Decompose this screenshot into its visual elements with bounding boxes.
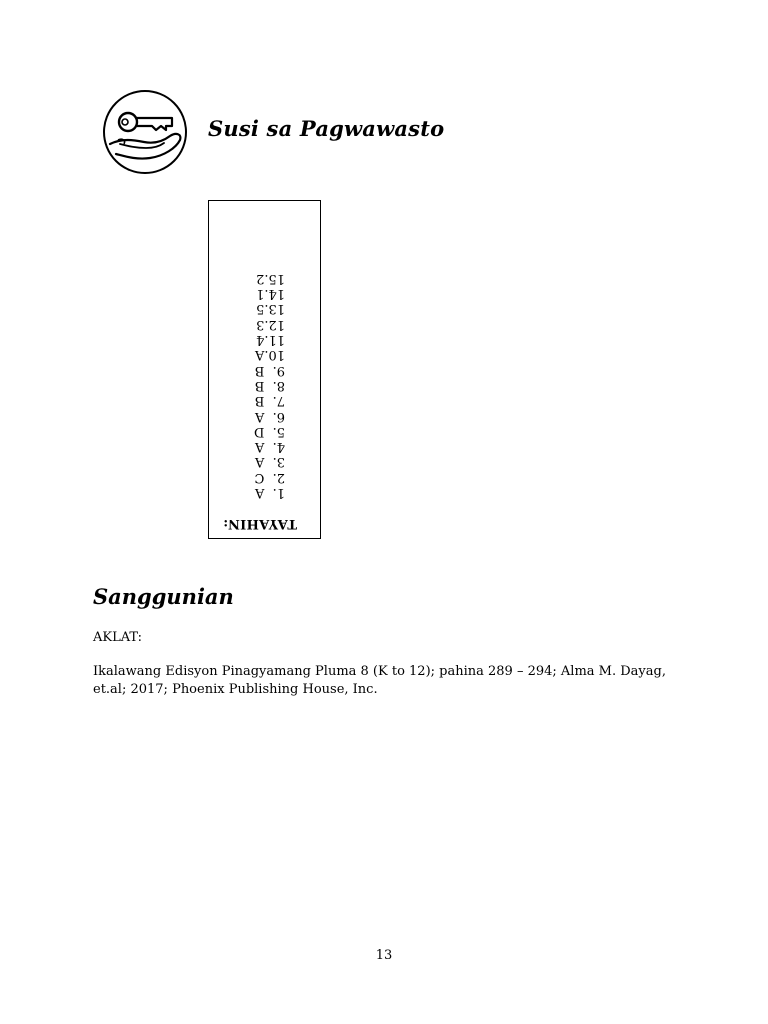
references-title: Sanggunian: [93, 584, 234, 609]
references-label: AKLAT:: [93, 630, 142, 645]
answer-item: 5. D: [253, 423, 285, 439]
page-number: 13: [375, 948, 393, 963]
answer-item: 10.A: [254, 347, 285, 363]
answer-list: [254, 271, 285, 500]
answer-item: 12.3: [256, 316, 285, 332]
answer-item: 13.5: [256, 301, 285, 317]
answer-item: 8. B: [254, 377, 285, 393]
answer-item: 11.4: [256, 332, 285, 348]
answer-item: 14.1: [256, 286, 285, 302]
answer-item: 15.2: [256, 270, 285, 286]
answer-item: 4. A: [254, 439, 285, 455]
key-in-hand-icon: [100, 88, 190, 176]
answer-item: 2. C: [254, 469, 285, 485]
answer-item: 1. A: [254, 485, 285, 500]
answer-item: 6. A: [254, 408, 285, 424]
reference-citation: Ikalawang Edisyon Pinagyamang Pluma 8 (K to 12); pahina 289 – 294; Alma M. Dayag, et.al; 2017; Phoenix Publishing House, Inc.: [93, 664, 666, 697]
answer-item: 9. B: [254, 362, 285, 378]
answer-item: 7. B: [254, 393, 285, 409]
answer-key-inverted-content: [209, 201, 320, 538]
answer-item: 3. A: [254, 454, 285, 470]
answer-key-box: [208, 200, 321, 539]
answer-key-heading: TAYAHIN:: [223, 516, 297, 531]
answer-key-title: Susi sa Pagwawasto: [208, 116, 445, 141]
